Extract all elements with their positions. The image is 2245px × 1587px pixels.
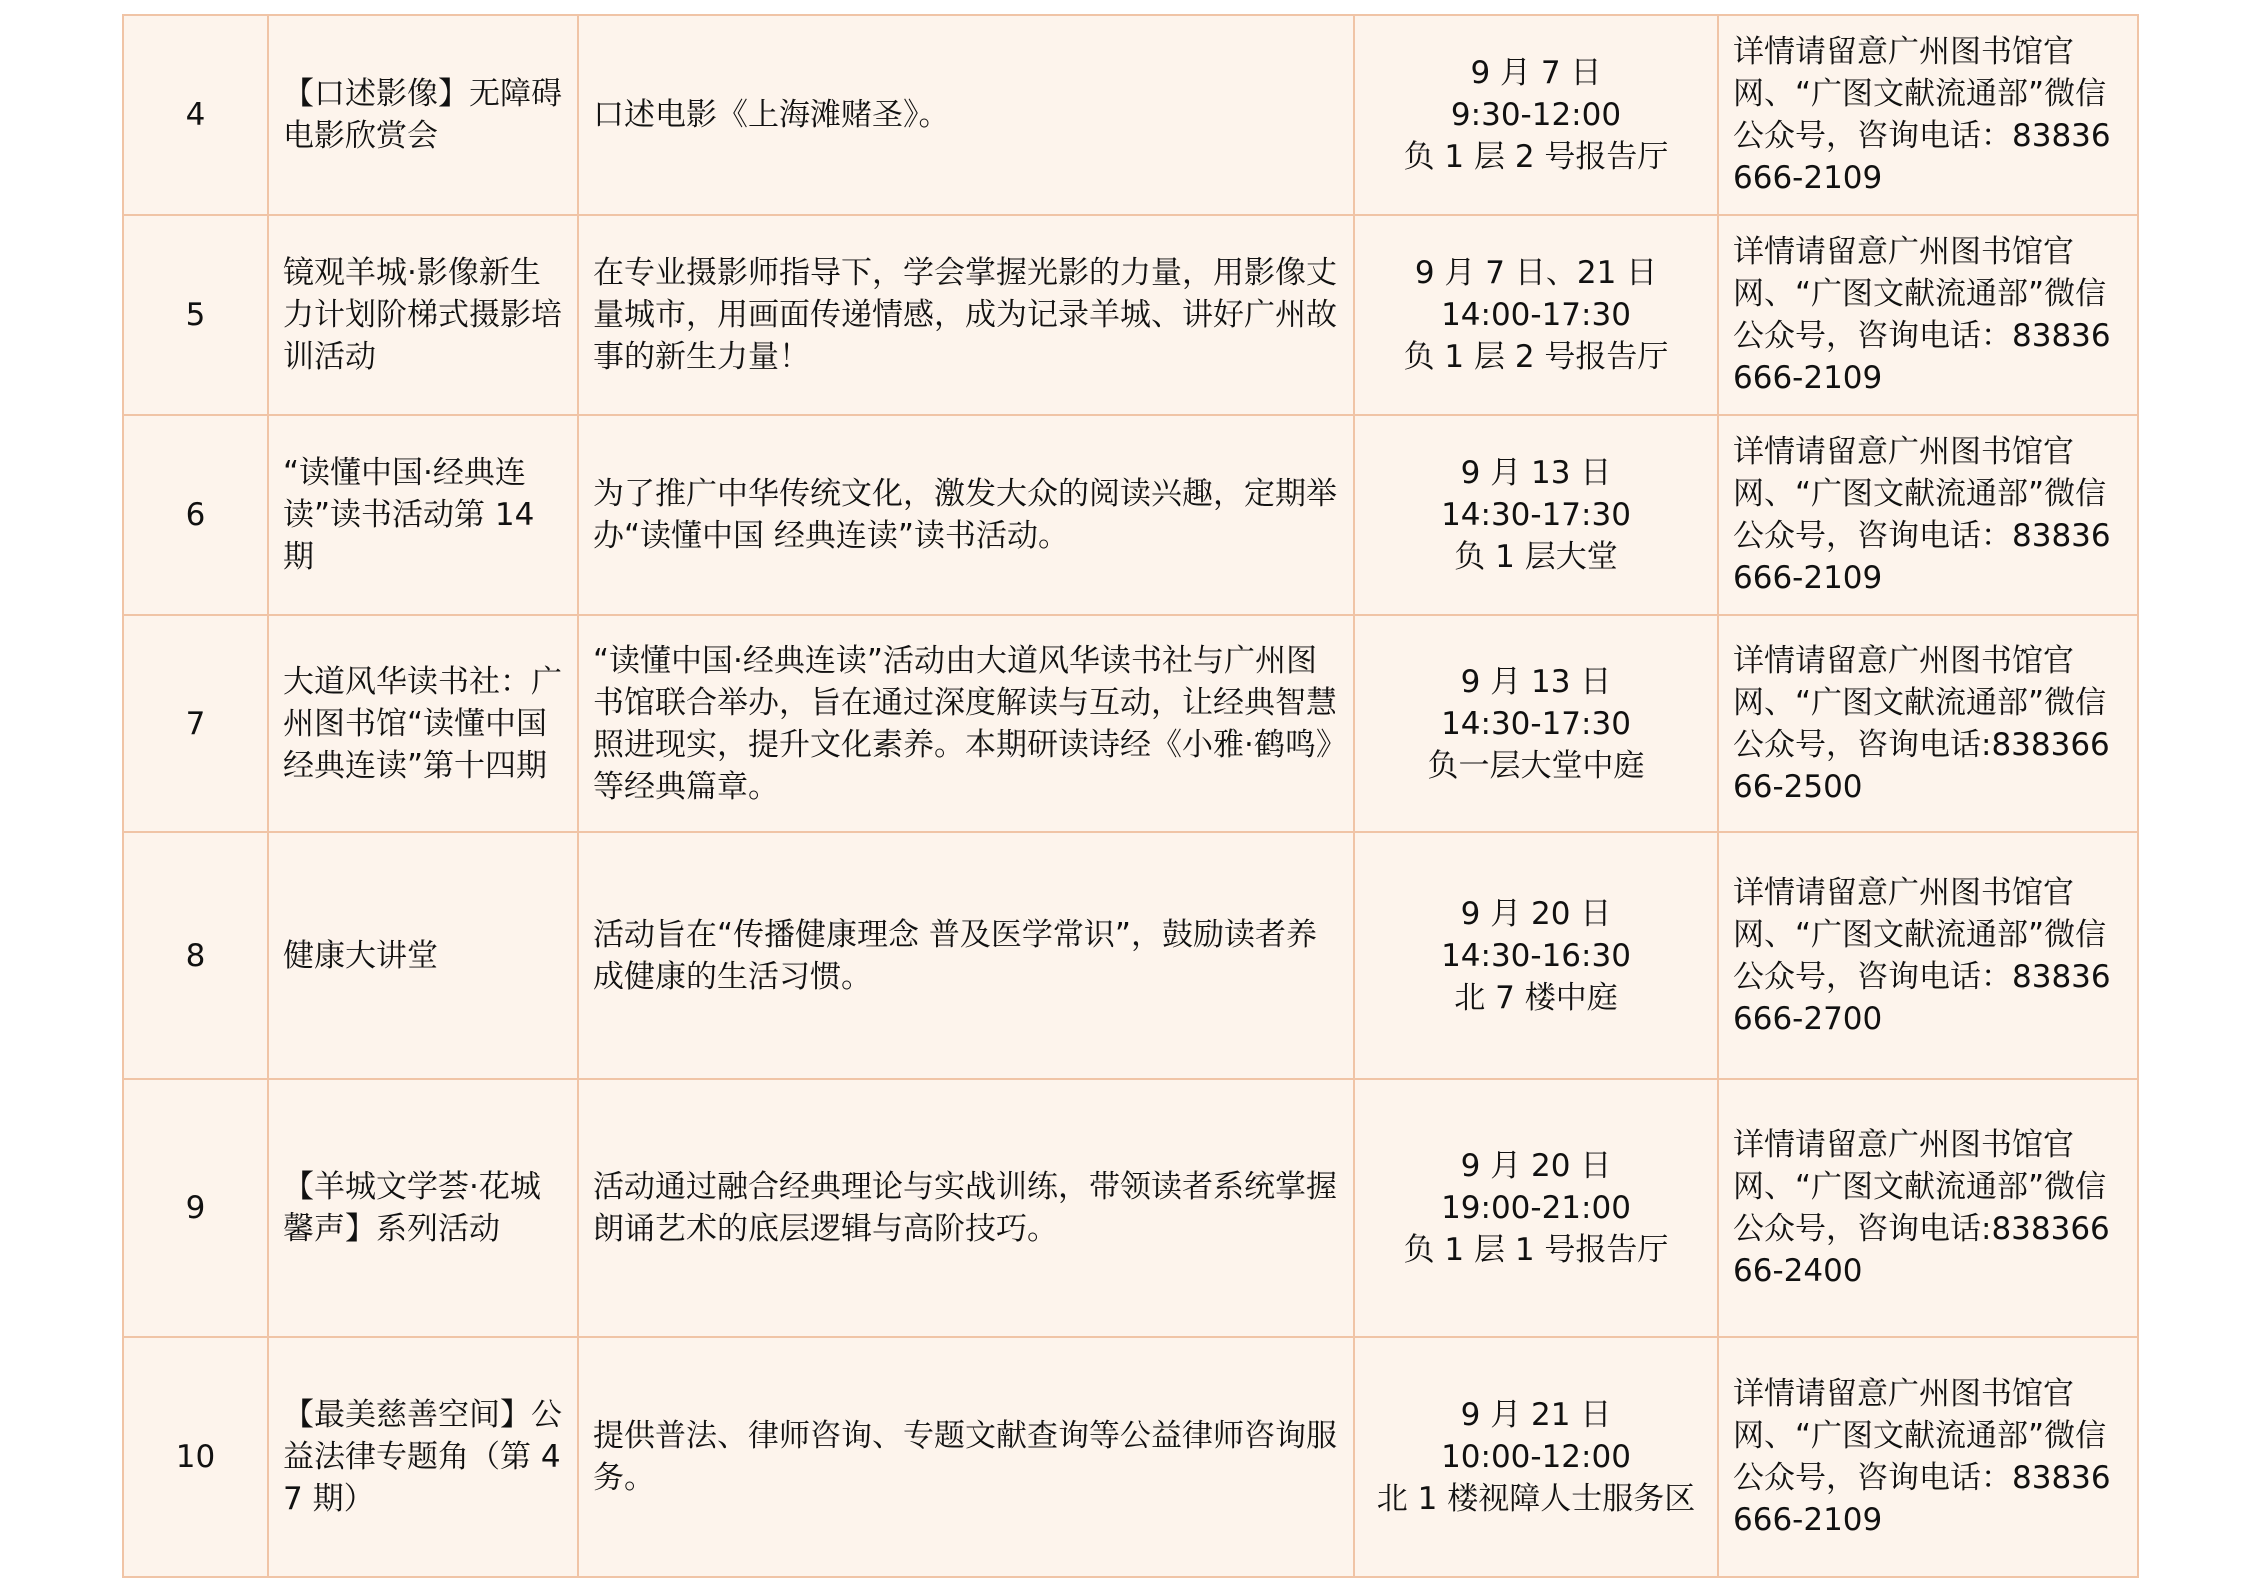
activity-date: 9 月 13 日 — [1460, 663, 1612, 700]
contact-text: 详情请留意广州图书馆官网、“广图文献流通部”微信公众号，咨询电话：83836666-2109 — [1733, 1376, 2111, 1538]
contact-text: 详情请留意广州图书馆官网、“广图文献流通部”微信公众号，咨询电话:83836666-2500 — [1733, 642, 2110, 805]
activity-venue: 负 1 层 1 号报告厅 — [1403, 1232, 1669, 1268]
activity-contact — [1718, 1337, 2138, 1577]
activity-time-venue — [1354, 1337, 1718, 1577]
contact-text: 详情请留意广州图书馆官网、“广图文献流通部”微信公众号，咨询电话：83836666-2109 — [1733, 34, 2111, 196]
activity-description: 活动旨在“传播健康理念 普及医学常识”，鼓励读者养成健康的生活习惯。 — [578, 832, 1354, 1079]
activity-venue: 北 7 楼中庭 — [1454, 979, 1618, 1016]
contact-text: 详情请留意广州图书馆官网、“广图文献流通部”微信公众号，咨询电话：83836666-2700 — [1733, 874, 2111, 1037]
table-row — [123, 1079, 2138, 1337]
table-row — [123, 1337, 2138, 1577]
row-number: 9 — [123, 1079, 268, 1337]
contact-text: 详情请留意广州图书馆官网、“广图文献流通部”微信公众号，咨询电话:83836666-2400 — [1733, 1127, 2110, 1289]
activity-venue: 负 1 层 2 号报告厅 — [1403, 339, 1669, 375]
activity-name: “读懂中国·经典连读”读书活动第 14 期 — [268, 415, 578, 615]
row-number: 6 — [123, 415, 268, 615]
activity-time: 19:00-21:00 — [1441, 1190, 1631, 1226]
activity-name: 【口述影像】无障碍电影欣赏会 — [268, 15, 578, 215]
activity-description: “读懂中国·经典连读”活动由大道风华读书社与广州图书馆联合举办，旨在通过深度解读与互动，让经典智慧照进现实，提升文化素养。本期研读诗经《小雅·鹤鸣》等经典篇章。 — [578, 615, 1354, 832]
activity-date: 9 月 21 日 — [1460, 1397, 1612, 1433]
activity-description: 口述电影《上海滩赌圣》。 — [578, 15, 1354, 215]
activity-time: 9:30-12:00 — [1450, 97, 1622, 133]
activity-time-venue — [1354, 215, 1718, 415]
activity-contact — [1718, 15, 2138, 215]
activity-name: 【最美慈善空间】公益法律专题角（第 47 期） — [268, 1337, 578, 1577]
row-number: 7 — [123, 615, 268, 832]
activity-description: 为了推广中华传统文化，激发大众的阅读兴趣，定期举办“读懂中国 经典连读”读书活动。 — [578, 415, 1354, 615]
row-number: 10 — [123, 1337, 268, 1577]
table-row — [123, 832, 2138, 1079]
table-row — [123, 215, 2138, 415]
activity-date: 9 月 20 日 — [1460, 1148, 1612, 1184]
row-number: 4 — [123, 15, 268, 215]
table-row — [123, 415, 2138, 615]
activity-time: 14:30-16:30 — [1441, 937, 1631, 974]
table-row — [123, 615, 2138, 832]
activity-time: 14:00-17:30 — [1441, 297, 1631, 333]
activity-contact — [1718, 1079, 2138, 1337]
contact-text: 详情请留意广州图书馆官网、“广图文献流通部”微信公众号，咨询电话：83836666-2109 — [1733, 234, 2111, 396]
activity-contact — [1718, 215, 2138, 415]
activity-name: 【羊城文学荟·花城馨声】系列活动 — [268, 1079, 578, 1337]
activity-contact — [1718, 415, 2138, 615]
activity-time-venue — [1354, 615, 1718, 832]
activity-time-venue — [1354, 415, 1718, 615]
activity-time-venue — [1354, 832, 1718, 1079]
activity-time-venue — [1354, 1079, 1718, 1337]
activity-venue: 负 1 层大堂 — [1454, 539, 1618, 575]
activity-description: 活动通过融合经典理论与实战训练，带领读者系统掌握朗诵艺术的底层逻辑与高阶技巧。 — [578, 1079, 1354, 1337]
activity-schedule-table — [122, 14, 2139, 1578]
activity-venue: 负一层大堂中庭 — [1427, 747, 1645, 784]
activity-date: 9 月 7 日、21 日 — [1414, 255, 1658, 291]
activity-venue: 负 1 层 2 号报告厅 — [1403, 139, 1669, 175]
activity-description: 在专业摄影师指导下，学会掌握光影的力量，用影像丈量城市，用画面传递情感，成为记录羊城、讲好广州故事的新生力量！ — [578, 215, 1354, 415]
activity-name: 大道风华读书社：广州图书馆“读懂中国经典连读”第十四期 — [268, 615, 578, 832]
activity-date: 9 月 13 日 — [1460, 455, 1612, 491]
activity-date: 9 月 7 日 — [1470, 55, 1602, 91]
row-number: 8 — [123, 832, 268, 1079]
activity-contact — [1718, 615, 2138, 832]
activity-time: 14:30-17:30 — [1441, 705, 1631, 742]
activity-description: 提供普法、律师咨询、专题文献查询等公益律师咨询服务。 — [578, 1337, 1354, 1577]
activity-contact — [1718, 832, 2138, 1079]
activity-name: 健康大讲堂 — [268, 832, 578, 1079]
activity-time: 14:30-17:30 — [1441, 497, 1631, 533]
activity-schedule-page — [122, 14, 2137, 1578]
activity-venue: 北 1 楼视障人士服务区 — [1376, 1481, 1696, 1517]
contact-text: 详情请留意广州图书馆官网、“广图文献流通部”微信公众号，咨询电话：83836666-2109 — [1733, 434, 2111, 596]
activity-time-venue — [1354, 15, 1718, 215]
activity-time: 10:00-12:00 — [1441, 1439, 1631, 1475]
activity-date: 9 月 20 日 — [1460, 895, 1612, 932]
table-row — [123, 15, 2138, 215]
row-number: 5 — [123, 215, 268, 415]
activity-name: 镜观羊城·影像新生力计划阶梯式摄影培训活动 — [268, 215, 578, 415]
